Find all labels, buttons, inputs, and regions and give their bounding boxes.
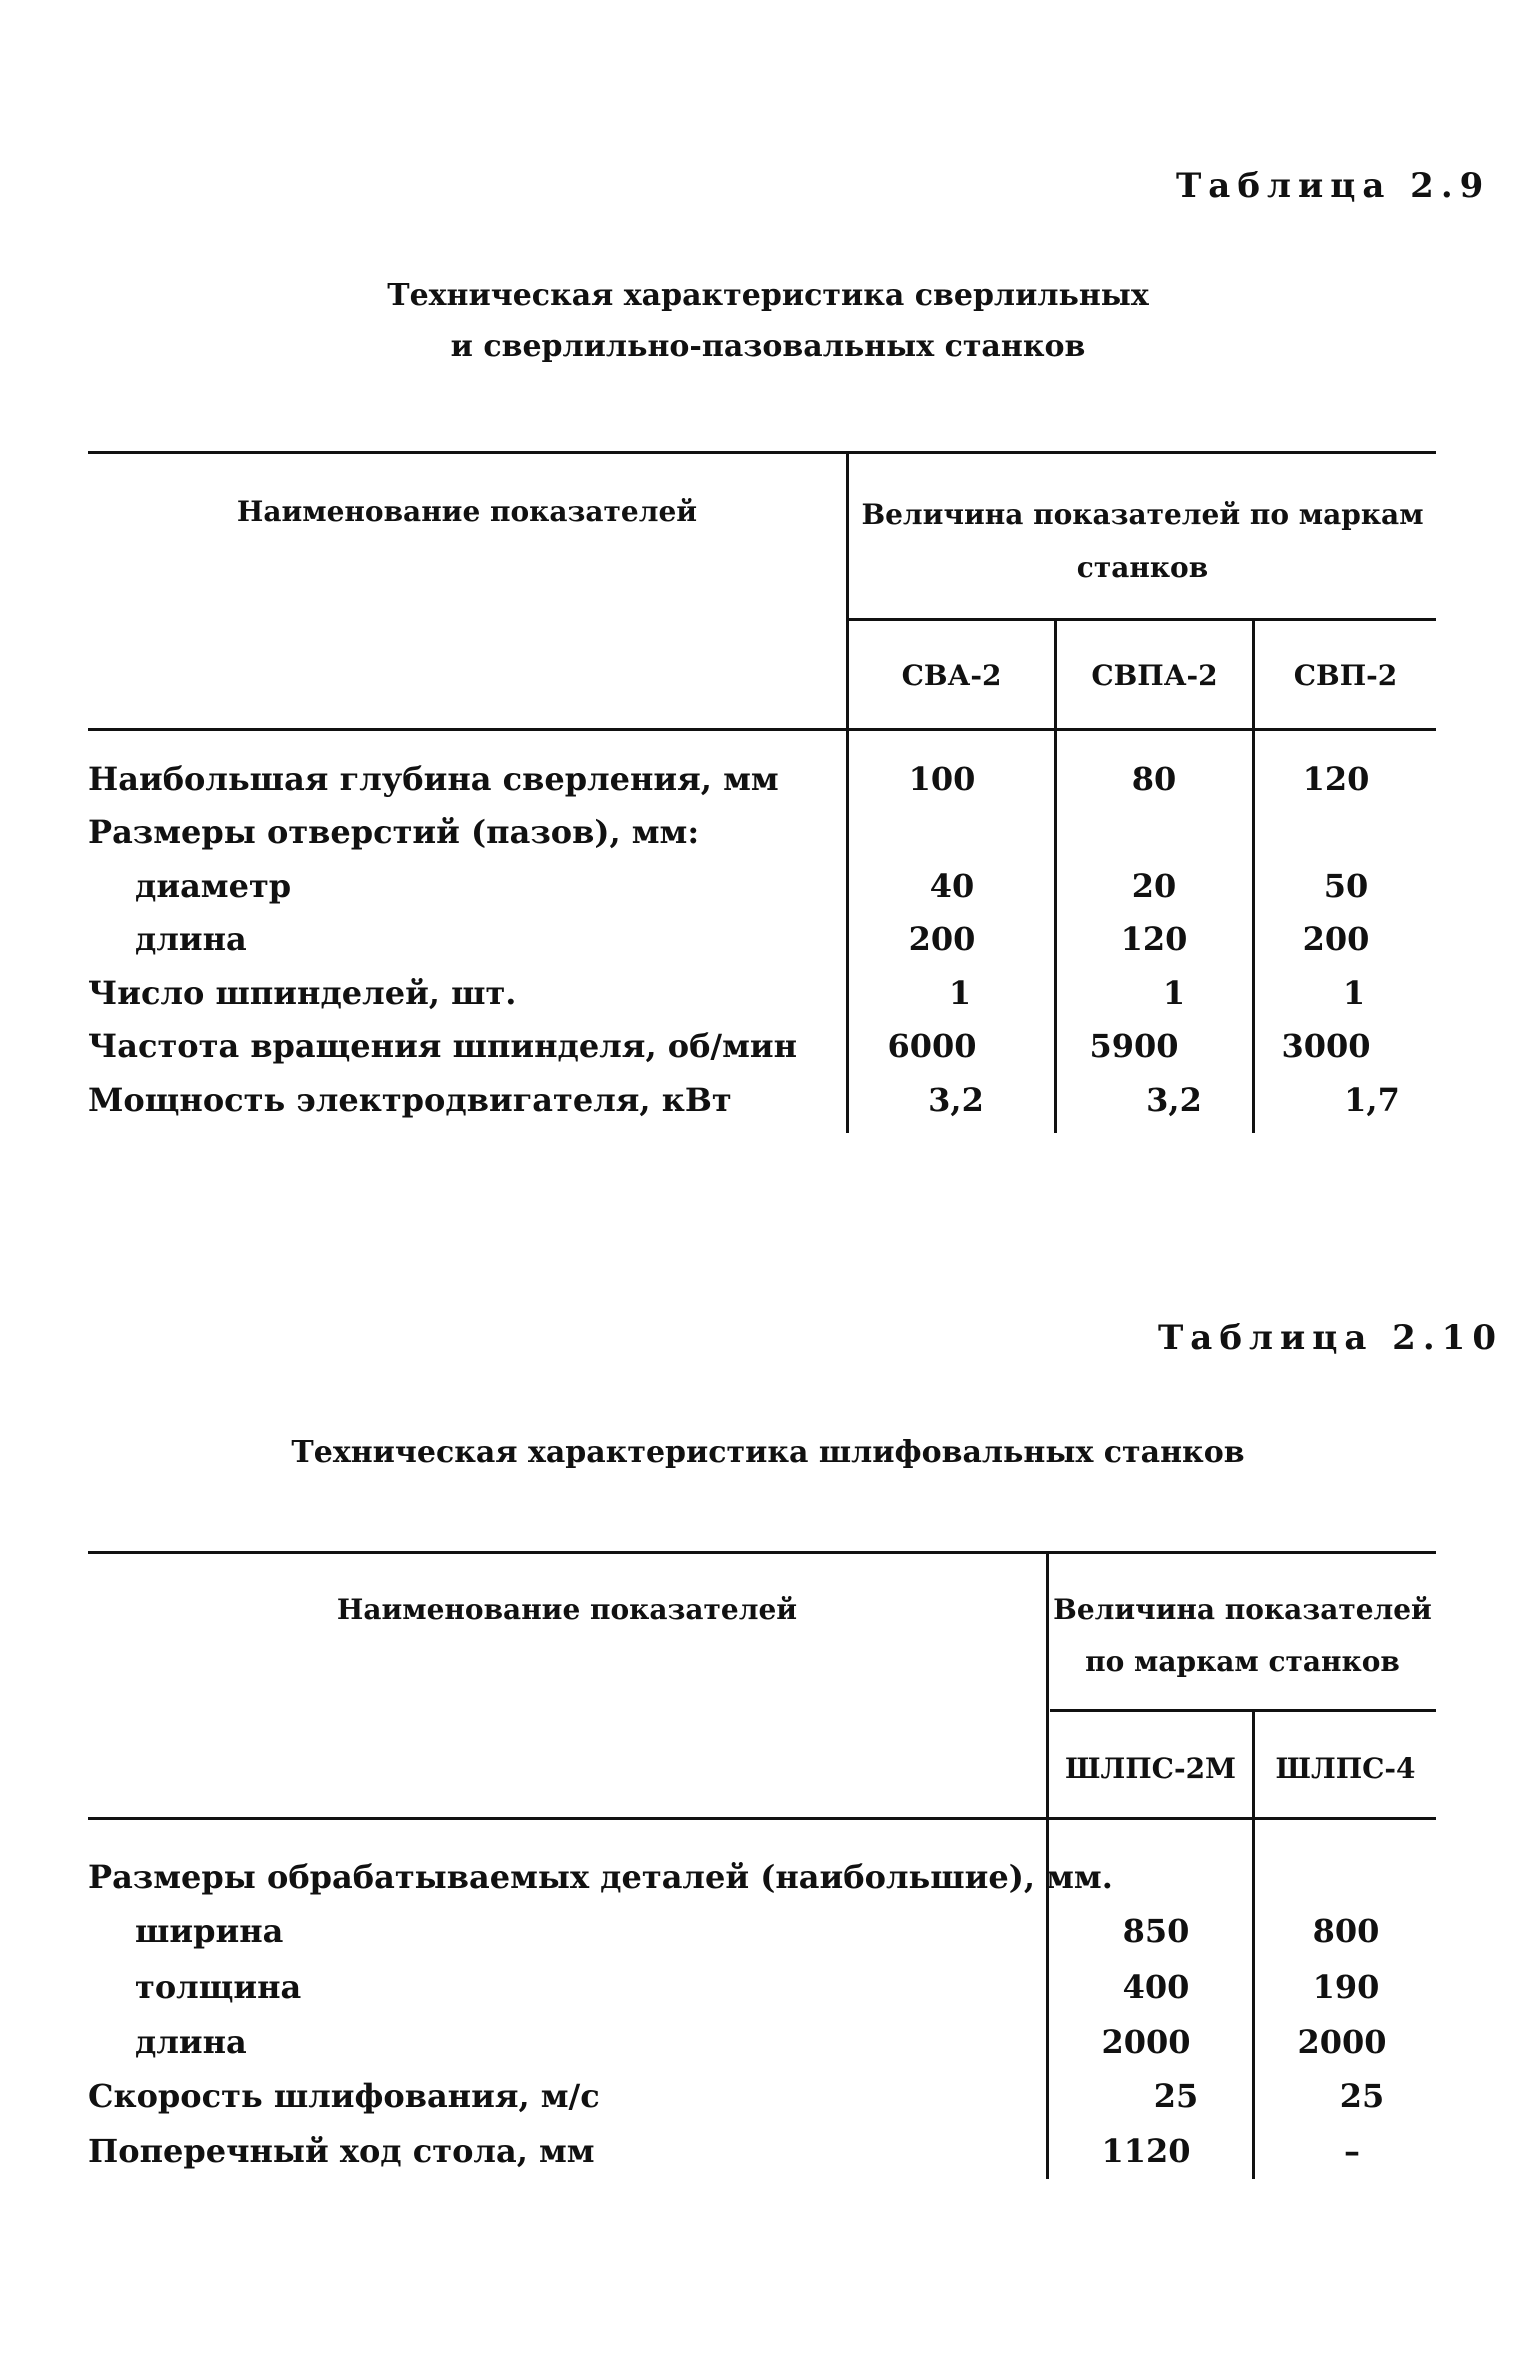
table-2-9-cell: 1 bbox=[1162, 974, 1186, 1012]
table-2-9-row-label: Наибольшая глубина сверления, мм bbox=[88, 760, 779, 798]
table-2-9-cell: 100 bbox=[908, 760, 976, 798]
table-2-9-cell: 6000 bbox=[887, 1027, 977, 1065]
table-2-9-cell: 5900 bbox=[1089, 1027, 1179, 1065]
table-2-10-header-values-line2: по маркам станков bbox=[1085, 1645, 1400, 1678]
table-2-9-header-sub-rule bbox=[846, 618, 1436, 621]
table-2-9-cell: 20 bbox=[1131, 867, 1177, 905]
table-2-9-label: Таблица 2.9 bbox=[1176, 166, 1491, 206]
table-2-9-col-header: СВА-2 bbox=[901, 659, 1002, 692]
table-2-10-row-label: Поперечный ход стола, мм bbox=[88, 2132, 595, 2170]
table-2-9-cell: 120 bbox=[1302, 760, 1370, 798]
table-2-10-header-sub-rule bbox=[1050, 1709, 1436, 1712]
table-2-10-label: Таблица 2.10 bbox=[1158, 1318, 1503, 1358]
table-2-10-cell: 800 bbox=[1312, 1912, 1380, 1950]
table-2-9-cell: 3,2 bbox=[928, 1081, 984, 1119]
table-2-10-row-label: Размеры обрабатываемых деталей (наибольшие), мм. bbox=[88, 1858, 1113, 1896]
table-2-9-top-rule bbox=[88, 451, 1436, 454]
table-2-9-row-label: Частота вращения шпинделя, об/мин bbox=[88, 1027, 798, 1065]
table-2-9-cell: 1,7 bbox=[1344, 1081, 1400, 1119]
table-2-9-header-name: Наименование показателей bbox=[236, 495, 698, 528]
table-2-9-row-label: Мощность электродвигателя, кВт bbox=[88, 1081, 732, 1119]
table-2-9-title-line1: Техническая характеристика сверлильных bbox=[387, 278, 1149, 313]
table-2-9-cell: 1 bbox=[1342, 974, 1366, 1012]
table-2-9-row-label: длина bbox=[135, 920, 247, 958]
table-2-9-title-line2: и сверлильно-пазовальных станков bbox=[450, 329, 1086, 364]
table-2-9-header-values-line2: станков bbox=[1076, 551, 1209, 584]
table-2-9-cell: 80 bbox=[1131, 760, 1177, 798]
table-2-9-cell: 3,2 bbox=[1146, 1081, 1202, 1119]
table-2-10-title: Техническая характеристика шлифовальных станков bbox=[291, 1435, 1245, 1470]
table-2-9-col-header: СВПА-2 bbox=[1091, 659, 1218, 692]
table-2-9-cell: 120 bbox=[1120, 920, 1188, 958]
table-2-9-cell: 1 bbox=[948, 974, 972, 1012]
table-2-10-col-header: ШЛПС-2М bbox=[1064, 1752, 1237, 1785]
table-2-10-cell: 2000 bbox=[1101, 2023, 1191, 2061]
table-2-9-header-bottom-rule bbox=[88, 728, 1436, 731]
table-2-10-cell: 400 bbox=[1122, 1968, 1190, 2006]
table-2-10-row-label: ширина bbox=[135, 1912, 284, 1950]
table-2-10-row-label: толщина bbox=[135, 1968, 302, 2006]
table-2-9-cell: 3000 bbox=[1281, 1027, 1371, 1065]
table-2-10-header-values-line1: Величина показателей bbox=[1053, 1593, 1432, 1626]
table-2-10-row-label: длина bbox=[135, 2023, 247, 2061]
table-2-10-cell: 190 bbox=[1312, 1968, 1380, 2006]
table-2-10-top-rule bbox=[88, 1551, 1436, 1554]
table-2-9-cell: 40 bbox=[929, 867, 975, 905]
table-2-10-cell: – bbox=[1344, 2132, 1360, 2170]
table-2-10-header-bottom-rule bbox=[88, 1817, 1436, 1820]
table-2-10-col-header: ШЛПС-4 bbox=[1275, 1752, 1416, 1785]
table-2-9-row-label: диаметр bbox=[135, 867, 292, 905]
table-2-9-header-values-line1: Величина показателей по маркам bbox=[861, 498, 1424, 531]
table-2-10-cell: 25 bbox=[1153, 2077, 1199, 2115]
table-2-10-cell: 1120 bbox=[1101, 2132, 1191, 2170]
table-2-9-row-label: Размеры отверстий (пазов), мм: bbox=[88, 813, 700, 851]
table-2-10-cell: 2000 bbox=[1297, 2023, 1387, 2061]
table-2-9-cell: 50 bbox=[1323, 867, 1369, 905]
table-2-9-col-header: СВП-2 bbox=[1293, 659, 1398, 692]
table-2-9-cell: 200 bbox=[1302, 920, 1370, 958]
table-2-10-cell: 850 bbox=[1122, 1912, 1190, 1950]
table-2-9-row-label: Число шпинделей, шт. bbox=[88, 974, 517, 1012]
table-2-9-cell: 200 bbox=[908, 920, 976, 958]
table-2-10-row-label: Скорость шлифования, м/с bbox=[88, 2077, 600, 2115]
table-2-10-header-name: Наименование показателей bbox=[336, 1593, 798, 1626]
table-2-10-cell: 25 bbox=[1339, 2077, 1385, 2115]
